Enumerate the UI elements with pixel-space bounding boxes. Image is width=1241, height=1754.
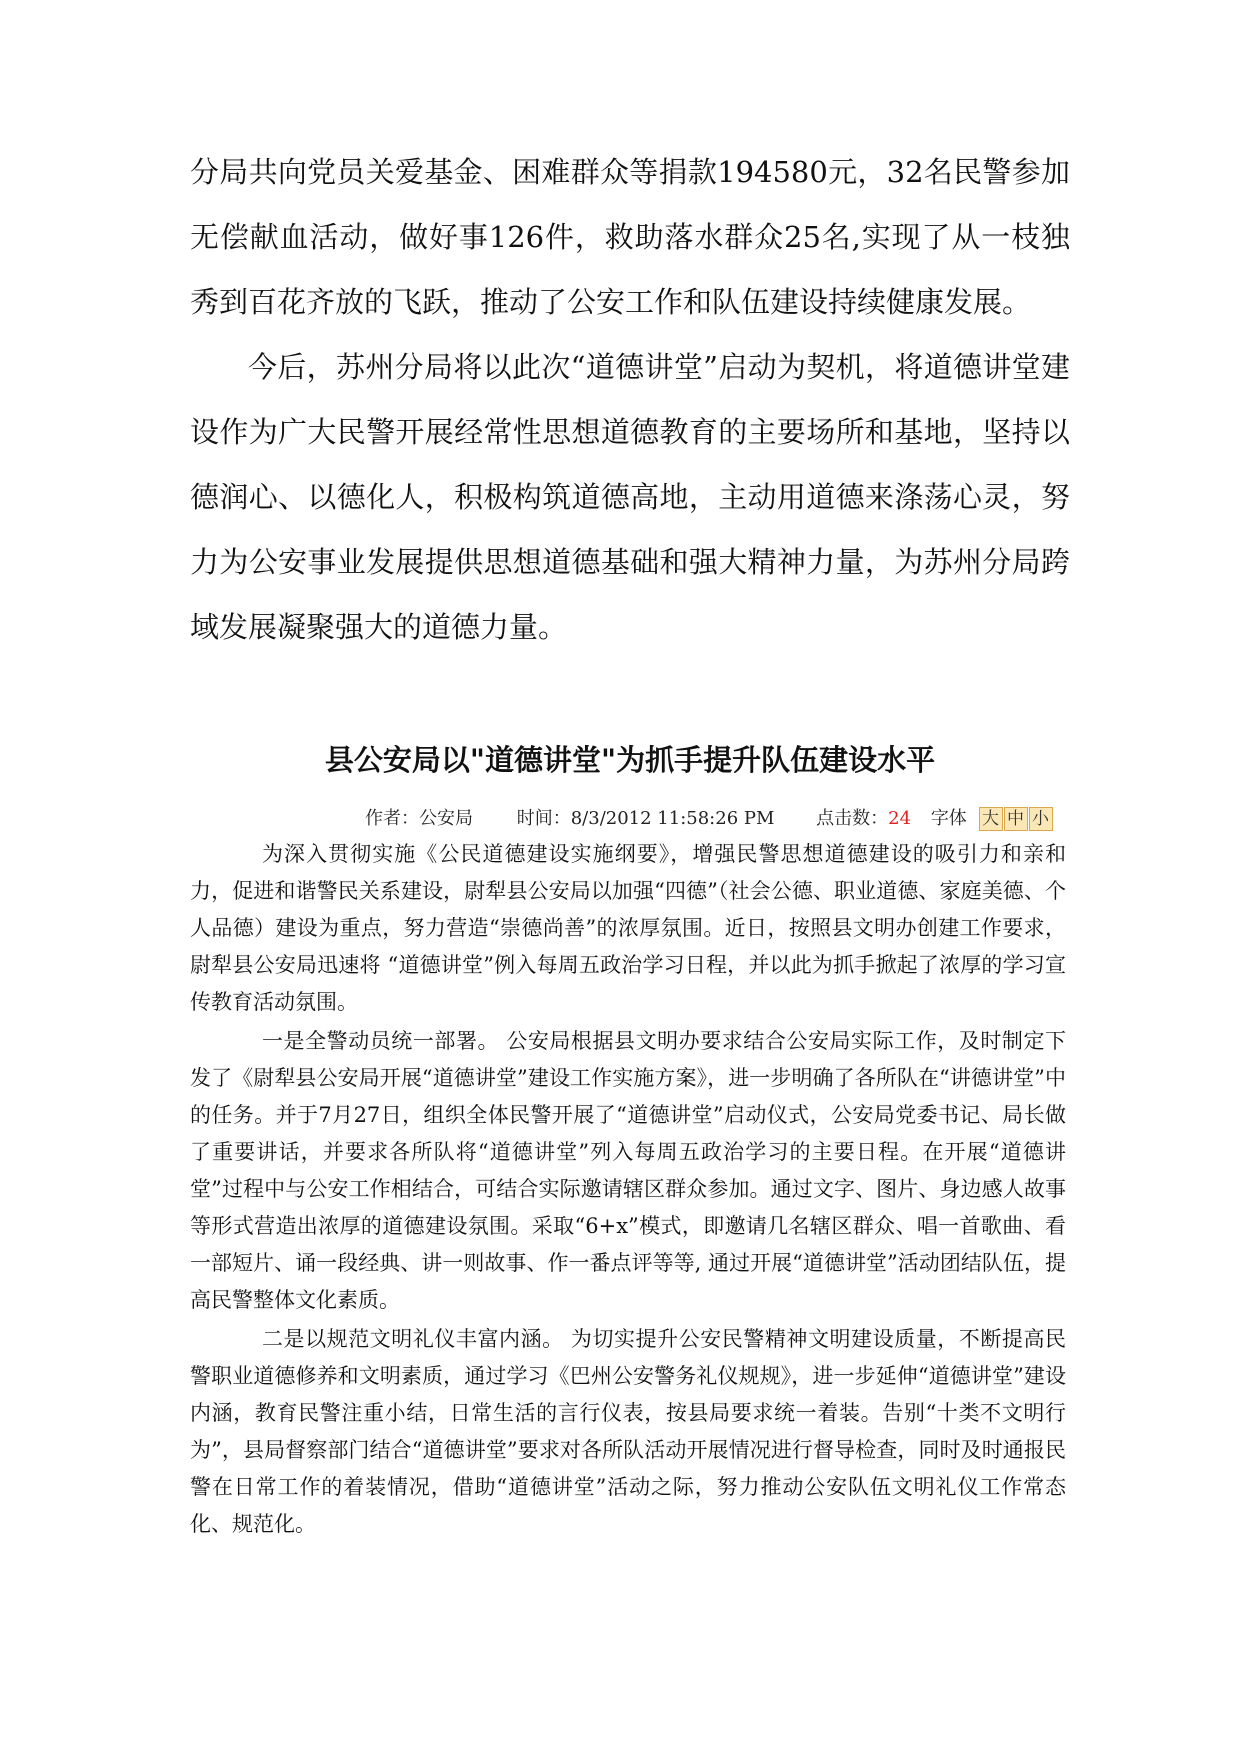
article-paragraph-2: 一是全警动员统一部署。 公安局根据县文明办要求结合公安局实际工作，及时制定下发了《尉犁县公安局开展“道德讲堂”建设工作实施方案》，进一步明确了各所队在“讲德讲堂”中的任务。并于7月27日，组织全体民警开展了“道德讲堂”启动仪式，公安局党委书记、局长做了重要讲话，并要求各所队将“道德讲堂”列入每周五政治学习的主要日程。在开展“道德讲堂”过程中与公安工作相结合，可结合实际邀请辖区群众参加。通过文字、图片、身边感人故事等形式营造出浓厚的道德建设氛围。采取“6+x”模式，即邀请几名辖区群众、唱一首歌曲、看一部短片、诵一段经典、讲一则故事、作一番点评等等, 通过开展“道德讲堂”活动团结队伍，提高民警整体文化素质。 xyxy=(190,1029,1066,1312)
clicks-value: 24 xyxy=(888,808,912,829)
article-meta xyxy=(365,804,1054,834)
article-paragraph-3: 二是以规范文明礼仪丰富内涵。 为切实提升公安民警精神文明建设质量，不断提高民警职业道德修养和文明素质，通过学习《巴州公安警务礼仪规规》，进一步延伸“道德讲堂”建设内涵，教育民警注重小结，日常生活的言行仪表，按县局要求统一着装。告别“十类不文明行为”，县局督察部门结合“道德讲堂”要求对各所队活动开展情况进行督导检查，同时及时通报民警在日常工作的着装情况，借助“道德讲堂”活动之际，努力推动公安队伍文明礼仪工作常态化、规范化。 xyxy=(190,1327,1066,1536)
font-large-button[interactable]: 大 xyxy=(979,807,1003,831)
article-title: 县公安局以"道德讲堂"为抓手提升队伍建设水平 xyxy=(324,743,936,777)
intro-paragraph-1: 分局共向党员关爱基金、困难群众等捐款194580元，32名民警参加无偿献血活动，做好事126件，救助落水群众25名,实现了从一枝独秀到百花齐放的飞跃，推动了公安工作和队伍建设持续健康发展。 xyxy=(190,155,1070,319)
previous-article-ending xyxy=(190,140,1070,660)
author-value: 公安局 xyxy=(419,808,473,829)
author-label: 作者： xyxy=(365,808,419,829)
time-label: 时间： xyxy=(516,808,571,829)
intro-paragraph-2: 今后，苏州分局将以此次“道德讲堂”启动为契机，将道德讲堂建设作为广大民警开展经常性思想道德教育的主要场所和基地，坚持以德润心、以德化人，积极构筑道德高地，主动用道德来涤荡心灵，努力为公安事业发展提供思想道德基础和强大精神力量，为苏州分局跨域发展凝聚强大的道德力量。 xyxy=(190,350,1070,644)
font-size-switcher xyxy=(979,804,1054,834)
article-paragraph-1: 为深入贯彻实施《公民道德建设实施纲要》，增强民警思想道德建设的吸引力和亲和力，促进和谐警民关系建设，尉犁县公安局以加强“四德”（社会公德、职业道德、家庭美德、个人品德）建设为重点，努力营造“崇德尚善”的浓厚氛围。近日，按照县文明办创建工作要求，尉犁县公安局迅速将 “道德讲堂”例入每周五政治学习日程，并以此为抓手掀起了浓厚的学习宣传教育活动氛围。 xyxy=(190,842,1066,1014)
font-size-label: 字体 xyxy=(930,808,967,829)
font-small-button[interactable]: 小 xyxy=(1029,807,1053,831)
clicks-label: 点击数： xyxy=(816,808,889,829)
article-body xyxy=(190,836,1066,1545)
font-medium-button[interactable]: 中 xyxy=(1004,807,1028,831)
time-value: 8/3/2012 11:58:26 PM xyxy=(570,808,775,829)
